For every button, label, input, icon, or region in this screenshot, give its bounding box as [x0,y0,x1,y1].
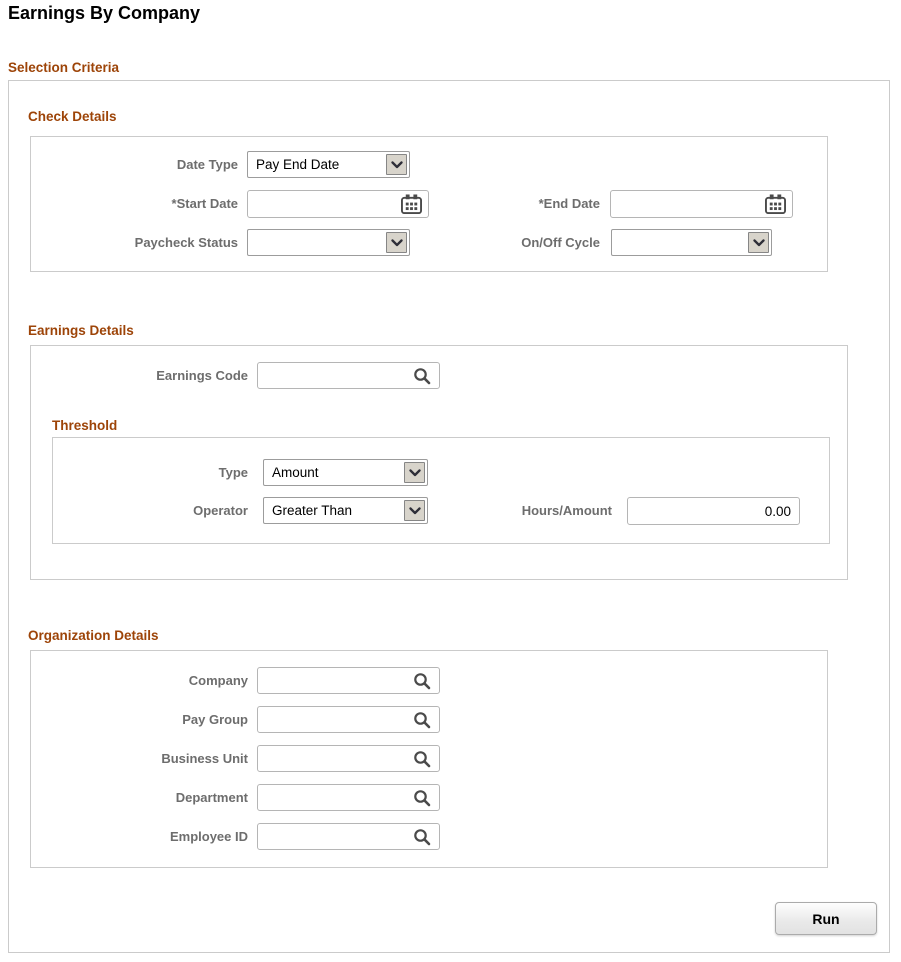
search-icon[interactable] [412,749,432,769]
employee-id-label: Employee ID [169,829,248,844]
threshold-type-select[interactable] [263,459,428,486]
business-unit-label: Business Unit [161,751,248,766]
department-label: Department [175,790,248,805]
end-date-label: *End Date [538,196,600,211]
threshold-box [52,437,830,544]
page-title: Earnings By Company [8,3,201,23]
threshold-operator-selected-value: Greater Than [272,503,353,518]
search-icon[interactable] [412,827,432,847]
search-icon[interactable] [412,366,432,386]
on-off-cycle-select[interactable] [611,229,772,256]
date-type-label: Date Type [176,157,238,172]
search-icon[interactable] [412,788,432,808]
threshold-type-selected-value: Amount [272,465,319,480]
search-icon[interactable] [412,710,432,730]
chevron-down-icon[interactable] [404,462,425,483]
hours-amount-input[interactable] [627,497,800,525]
pay-group-label: Pay Group [182,712,248,727]
hours-amount-label: Hours/Amount [521,503,612,518]
earnings-code-label: Earnings Code [156,368,248,383]
run-button[interactable]: Run [775,902,877,935]
date-type-select[interactable] [247,151,410,178]
search-icon[interactable] [412,671,432,691]
company-label: Company [188,673,248,688]
organization-details-heading: Organization Details [28,628,159,643]
calendar-icon[interactable] [398,193,424,215]
chevron-down-icon[interactable] [404,500,425,521]
threshold-operator-select[interactable] [263,497,428,524]
on-off-cycle-label: On/Off Cycle [521,235,600,250]
check-details-heading: Check Details [28,109,117,124]
paycheck-status-select[interactable] [247,229,410,256]
chevron-down-icon[interactable] [748,232,769,253]
date-type-selected-value: Pay End Date [256,157,340,172]
calendar-icon[interactable] [762,193,788,215]
earnings-details-heading: Earnings Details [28,323,134,338]
threshold-heading: Threshold [52,418,118,433]
selection-criteria-heading: Selection Criteria [8,60,120,75]
start-date-label: *Start Date [171,196,238,211]
threshold-type-label: Type [218,465,248,480]
paycheck-status-label: Paycheck Status [134,235,238,250]
chevron-down-icon[interactable] [386,232,407,253]
threshold-operator-label: Operator [193,503,248,518]
chevron-down-icon[interactable] [386,154,407,175]
